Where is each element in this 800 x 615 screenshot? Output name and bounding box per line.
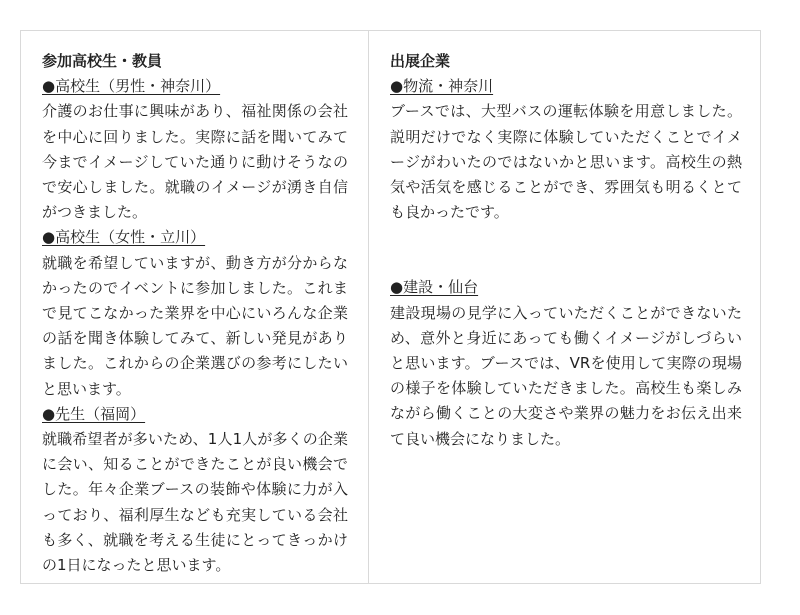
entry-label: [42, 74, 368, 99]
entry-text: 就職を希望していますが、動き方が分からなかったのでイベントに参加しました。これまで見てこなかった業界を中心にいろんな企業の話を聞き体験してみて、新しい発見がありました。これからの企業選びの参考にしたいと思います。: [42, 253, 348, 398]
entry-text: 介護のお仕事に興味があり、福祉関係の会社を中心に回りました。実際に話を聞いてみて今までイメージしていた通りに動けそうなので安心しました。就職のイメージが湧き自信がつきました。: [42, 102, 348, 222]
entry-label-text: ●高校生（男性・神奈川）: [42, 77, 221, 96]
section-spacer: [390, 225, 742, 275]
exhibitors-column: [369, 31, 760, 583]
entry-label: [390, 74, 742, 99]
entry-label-text: ●建設・仙台: [390, 278, 479, 297]
participants-heading: 参加高校生・教員: [42, 52, 163, 70]
entry-label-text: ●物流・神奈川: [390, 77, 494, 96]
entry-label-text: ●高校生（女性・立川）: [42, 228, 206, 247]
entry-label: [390, 275, 742, 300]
participants-column: [21, 31, 369, 583]
exhibitors-heading: 出展企業: [390, 52, 451, 70]
entry-text: 就職希望者が多いため、1人1人が多くの企業に会い、知ることができたことが良い機会でした。年々企業ブースの装飾や体験に力が入っており、福利厚生なども充実している会社も多く、就職を考える生徒にとってきっかけの1日になったと思います。: [42, 430, 348, 575]
entry-label-text: ●先生（福岡）: [42, 404, 146, 423]
testimonials-table: [20, 30, 761, 584]
entry-text: ブースでは、大型バスの運転体験を用意しました。説明だけでなく実際に体験していただくことでイメージがわいたのではないかと思います。高校生の熱気や活気を感じることができ、雰囲気も明るくとても良かったです。: [390, 102, 742, 222]
entry-label: [42, 225, 368, 250]
entry-label: [42, 402, 368, 427]
entry-text: 建設現場の見学に入っていただくことができないため、意外と身近にあっても働くイメージがしづらいと思います。ブースでは、VRを使用して実際の現場の様子を体験していただきました。高校生も楽しみながら働くことの大変さや業界の魅力をお伝え出来て良い機会になりました。: [390, 303, 742, 448]
